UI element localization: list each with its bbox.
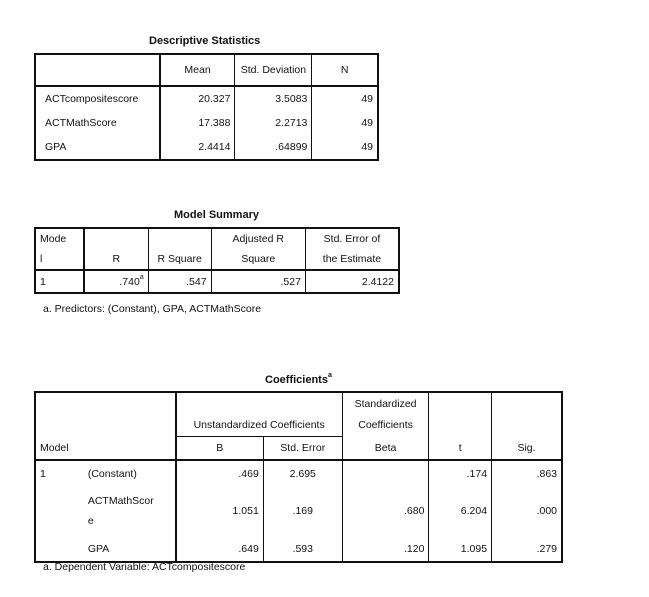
header-blank bbox=[84, 414, 176, 436]
r-square-cell: .547 bbox=[148, 270, 211, 293]
header-std-deviation: Std. Deviation bbox=[235, 54, 312, 86]
header-adjusted-line2: Square bbox=[211, 249, 305, 270]
model-blank bbox=[35, 486, 84, 536]
header-standardized-line2: Coefficients bbox=[342, 414, 429, 436]
header-r-square: R Square bbox=[148, 249, 211, 270]
table-header-row bbox=[35, 392, 562, 414]
mean-cell: 17.388 bbox=[160, 111, 235, 135]
header-blank bbox=[148, 228, 211, 249]
header-blank bbox=[492, 392, 562, 414]
coefficients-title-text: Coefficients bbox=[265, 374, 328, 386]
header-sig: Sig. bbox=[492, 436, 562, 460]
b-cell: 1.051 bbox=[176, 486, 264, 536]
table-row bbox=[35, 270, 399, 293]
sig-cell: .863 bbox=[536, 467, 557, 480]
se-cell: .593 bbox=[263, 536, 342, 562]
coefficients-footnote: a. Dependent Variable: ACTcompositescore bbox=[43, 561, 246, 573]
b-cell: .649 bbox=[176, 536, 264, 562]
header-blank bbox=[263, 392, 342, 414]
r-cell bbox=[84, 270, 148, 293]
table-header-row bbox=[35, 436, 562, 460]
descriptive-title: Descriptive Statistics bbox=[149, 35, 261, 47]
table-header-row bbox=[35, 249, 399, 270]
b-cell: .469 bbox=[176, 460, 264, 486]
table-header-row bbox=[35, 54, 378, 86]
corner-cell bbox=[35, 54, 160, 86]
t-cell: 1.095 bbox=[429, 536, 492, 562]
header-t: t bbox=[429, 436, 492, 460]
header-blank bbox=[176, 392, 264, 414]
predictor-name bbox=[84, 486, 176, 536]
t-cell: 6.204 bbox=[429, 486, 492, 536]
model-blank bbox=[35, 536, 84, 562]
coefficients-title bbox=[265, 374, 332, 386]
t-cell: .174 bbox=[429, 460, 492, 486]
header-model: Model bbox=[35, 436, 84, 460]
r-value: .740 bbox=[119, 275, 140, 288]
n-cell: 49 bbox=[361, 117, 373, 129]
sd-cell: 2.2713 bbox=[235, 111, 312, 135]
predictor-name: (Constant) bbox=[84, 460, 176, 486]
beta-cell: .680 bbox=[342, 486, 429, 536]
header-unstandardized: Unstandardized Coefficients bbox=[176, 414, 343, 436]
sd-cell: 3.5083 bbox=[235, 86, 312, 111]
table-row bbox=[35, 111, 378, 135]
table-row bbox=[35, 460, 562, 486]
table-row bbox=[35, 536, 562, 562]
row-label: GPA bbox=[35, 135, 160, 160]
predictor-name-line2: e bbox=[87, 515, 94, 527]
beta-cell bbox=[342, 460, 429, 486]
footnote-marker: a bbox=[139, 273, 144, 281]
sig-cell: .000 bbox=[536, 505, 557, 517]
table-header-row bbox=[35, 228, 399, 249]
header-std-error: Std. Error bbox=[263, 436, 342, 460]
coefficients-table bbox=[34, 391, 563, 563]
header-blank bbox=[84, 228, 148, 249]
sig-cell: .279 bbox=[536, 542, 557, 555]
row-label: ACTcompositescore bbox=[35, 86, 160, 111]
header-blank bbox=[84, 436, 176, 460]
se-cell: 2.695 bbox=[263, 460, 342, 486]
predictor-name-line1: ACTMathScor bbox=[87, 495, 154, 507]
header-beta: Beta bbox=[342, 436, 429, 460]
row-label: ACTMathScore bbox=[35, 111, 160, 135]
header-blank bbox=[492, 414, 562, 436]
header-standardized-line1: Standardized bbox=[342, 392, 429, 414]
header-blank bbox=[429, 414, 492, 436]
model-number: 1 bbox=[35, 270, 84, 293]
mean-cell: 2.4414 bbox=[160, 135, 235, 160]
mean-cell: 20.327 bbox=[160, 86, 235, 111]
table-row bbox=[35, 486, 562, 536]
table-header-row bbox=[35, 414, 562, 436]
footnote-marker: a bbox=[327, 372, 332, 379]
n-cell: 49 bbox=[361, 93, 373, 105]
se-cell: .169 bbox=[263, 486, 342, 536]
sd-cell: .64899 bbox=[235, 135, 312, 160]
header-b: B bbox=[176, 436, 264, 460]
header-se-line2: the Estimate bbox=[305, 249, 399, 270]
header-r: R bbox=[84, 249, 148, 270]
header-blank bbox=[84, 392, 176, 414]
se-estimate-cell: 2.4122 bbox=[361, 275, 394, 288]
adj-r-square-cell: .527 bbox=[211, 270, 305, 293]
header-blank bbox=[35, 414, 84, 436]
descriptive-statistics-table bbox=[34, 53, 379, 161]
header-mean: Mean bbox=[160, 54, 235, 86]
model-summary-title: Model Summary bbox=[174, 209, 259, 221]
header-model-line2: l bbox=[35, 249, 84, 270]
model-number: 1 bbox=[40, 467, 46, 480]
header-model-line1: Mode bbox=[35, 228, 84, 249]
model-summary-footnote: a. Predictors: (Constant), GPA, ACTMathScore bbox=[43, 303, 262, 315]
table-row bbox=[35, 86, 378, 111]
beta-cell: .120 bbox=[342, 536, 429, 562]
table-row bbox=[35, 135, 378, 160]
model-summary-table bbox=[34, 227, 400, 294]
header-se-line1: Std. Error of bbox=[323, 233, 381, 245]
header-blank bbox=[35, 392, 84, 414]
n-cell: 49 bbox=[361, 141, 373, 153]
predictor-name: GPA bbox=[84, 536, 176, 562]
header-adjusted-line1: Adjusted R bbox=[211, 228, 305, 249]
header-n: N bbox=[312, 54, 378, 86]
header-blank bbox=[429, 392, 492, 414]
